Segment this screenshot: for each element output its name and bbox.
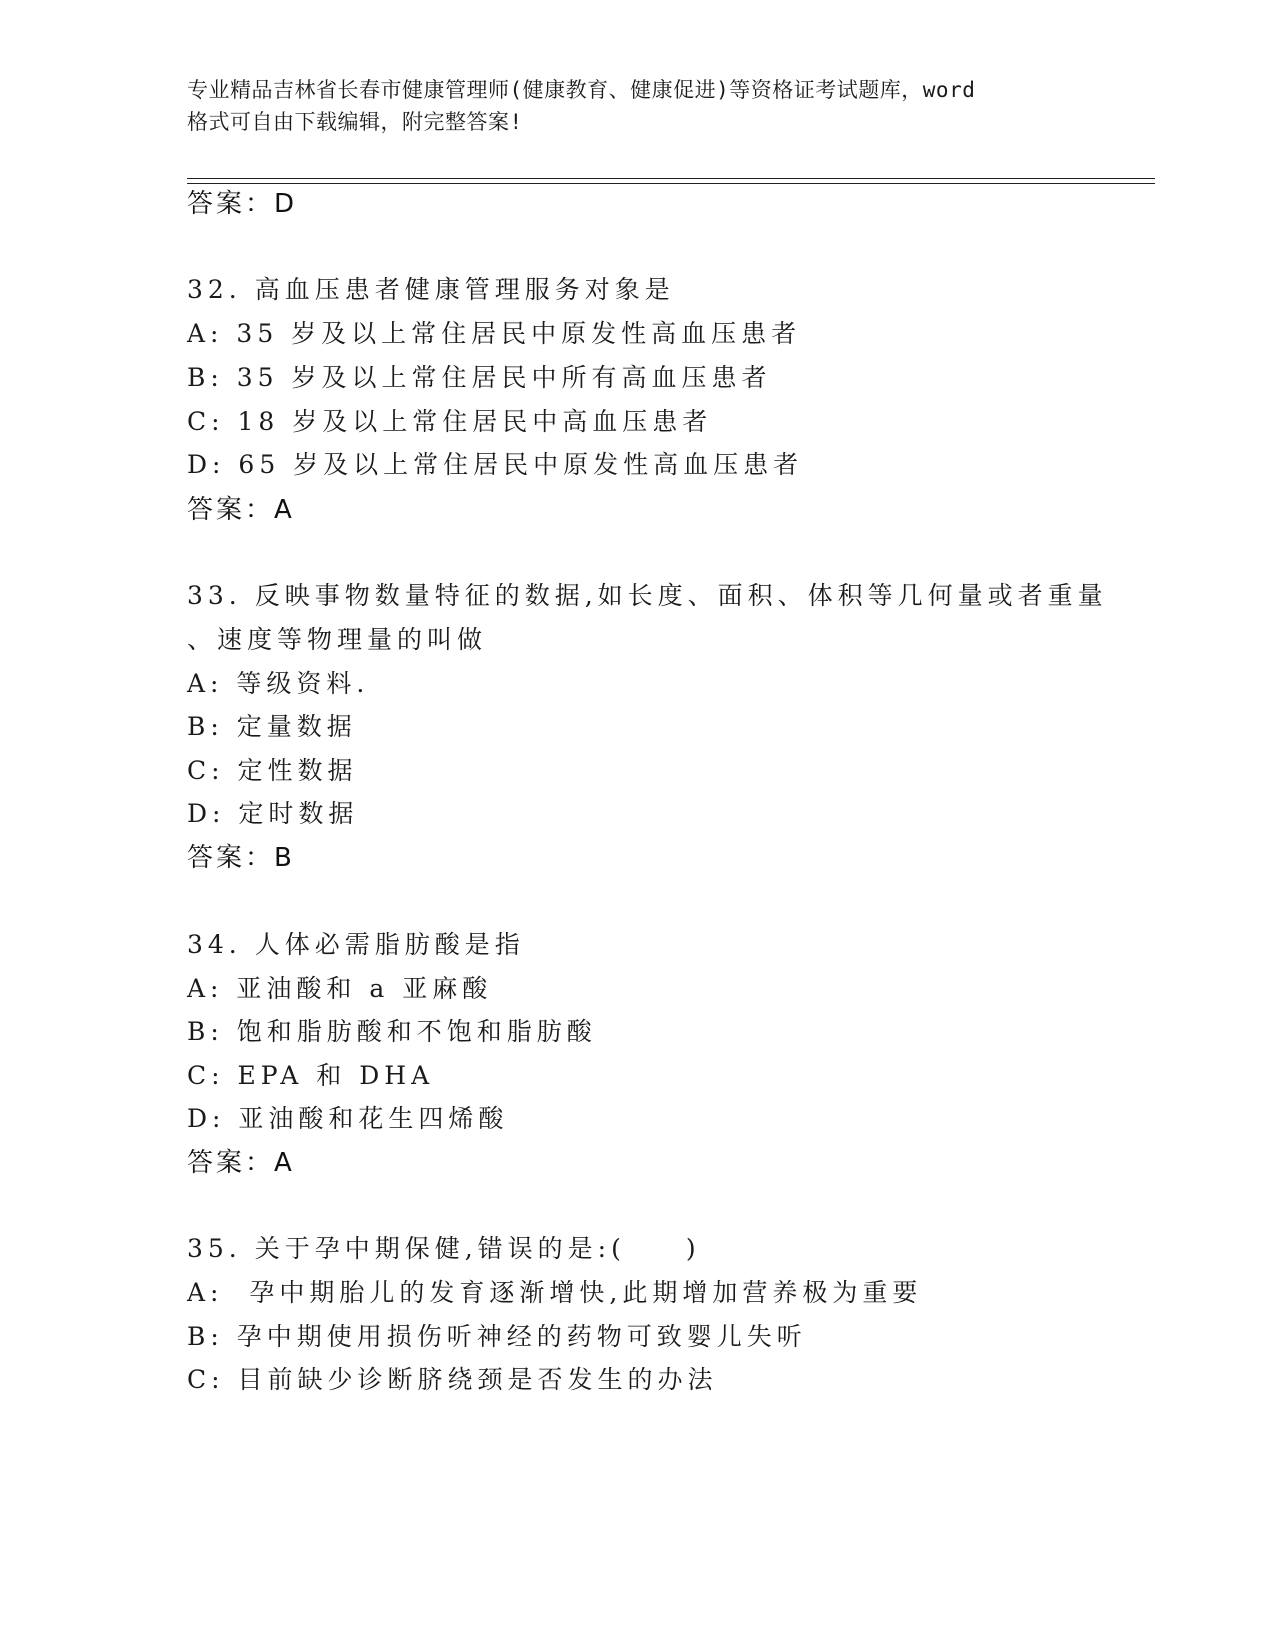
q32-answer: 答案：A [187, 495, 295, 525]
q35-option-c: C: 目前缺少诊断脐绕颈是否发生的办法 [187, 1365, 718, 1394]
header-divider-top [187, 178, 1155, 179]
q32-option-d: D: 65 岁及以上常住居民中原发性高血压患者 [187, 450, 804, 479]
question-34: 34. 人体必需脂肪酸是指 [187, 930, 525, 959]
header-line-1: 专业精品吉林省长春市健康管理师(健康教育、健康促进)等资格证考试题库，word [187, 78, 976, 102]
q33-option-a: A: 等级资料. [187, 669, 370, 698]
q34-option-b: B: 饱和脂肪酸和不饱和脂肪酸 [187, 1017, 597, 1046]
question-32: 32. 高血压患者健康管理服务对象是 [187, 275, 675, 304]
question-33-line-2: 、速度等物理量的叫做 [187, 625, 488, 654]
answer-prev: 答案：D [187, 189, 298, 219]
q33-option-b: B: 定量数据 [187, 712, 357, 741]
header-line-2: 格式可自由下载编辑，附完整答案! [187, 110, 523, 134]
q34-answer: 答案：A [187, 1148, 295, 1178]
q35-option-a: A: 孕中期胎儿的发育逐渐增快,此期增加营养极为重要 [187, 1278, 923, 1307]
q33-option-c: C: 定性数据 [187, 756, 358, 785]
q34-option-d: D: 亚油酸和花生四烯酸 [187, 1104, 509, 1133]
q33-answer: 答案：B [187, 843, 295, 873]
q34-option-a: A: 亚油酸和 a 亚麻酸 [187, 974, 493, 1003]
question-33-line-1: 33. 反映事物数量特征的数据,如长度、面积、体积等几何量或者重量 [187, 581, 1108, 610]
q32-option-b: B: 35 岁及以上常住居民中所有高血压患者 [187, 363, 772, 392]
document-header [187, 74, 1087, 138]
q35-option-b: B: 孕中期使用损伤听神经的药物可致婴儿失听 [187, 1322, 807, 1351]
q34-option-c: C: EPA 和 DHA [187, 1061, 435, 1090]
q33-option-d: D: 定时数据 [187, 799, 359, 828]
header-divider-bottom [187, 183, 1155, 184]
question-35: 35. 关于孕中期保健,错误的是:( ) [187, 1234, 701, 1263]
q32-option-a: A: 35 岁及以上常住居民中原发性高血压患者 [187, 319, 802, 348]
q32-option-c: C: 18 岁及以上常住居民中高血压患者 [187, 407, 713, 436]
